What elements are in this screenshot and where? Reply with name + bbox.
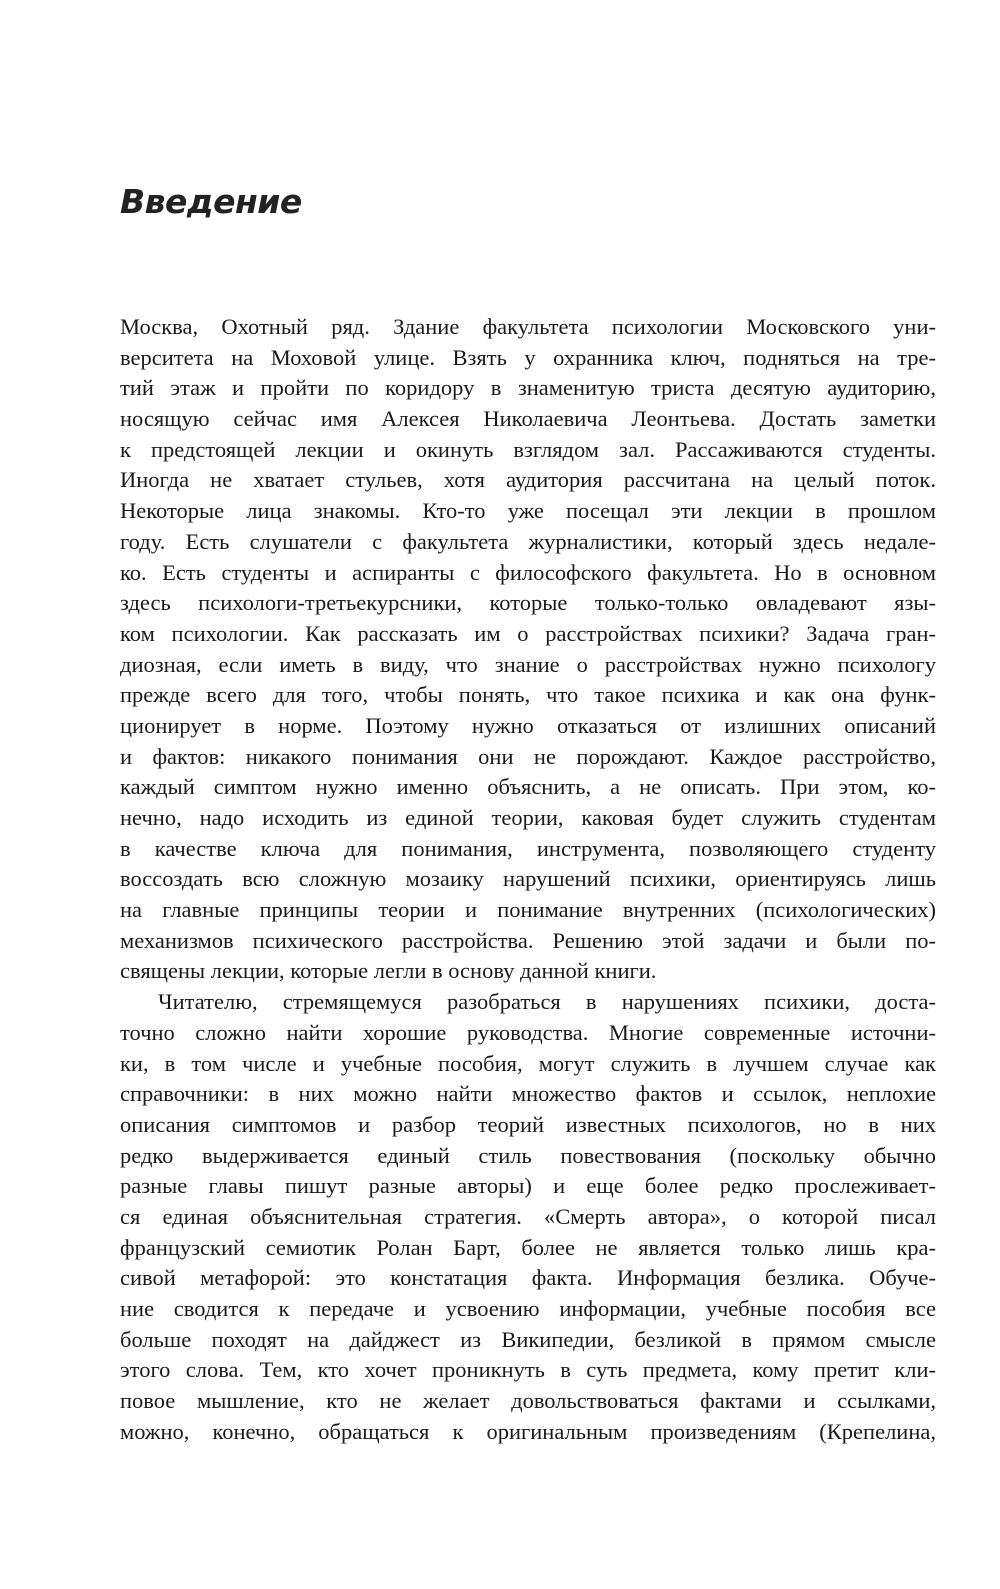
text-line: носящую сейчас имя Алексея Николаевича Леонтьева. Достать заметки [120, 406, 936, 432]
text-line: ко. Есть студенты и аспиранты с философского факультета. Но в основном [120, 559, 936, 585]
text-line: верситета на Моховой улице. Взять у охранника ключ, подняться на тре- [120, 344, 936, 370]
text-line: диозная, если иметь в виду, что знание о расстройствах нужно психологу [120, 651, 936, 677]
text-line: этого слова. Тем, кто хочет проникнуть в суть предмета, кому претит кли- [120, 1357, 936, 1383]
text-line: справочники: в них можно найти множество фактов и ссылок, неплохие [120, 1081, 936, 1107]
text-line: больше походят на дайджест из Википедии, безликой в прямом смысле [120, 1326, 936, 1352]
text-line: повое мышление, кто не желает довольствоваться фактами и ссылками, [120, 1388, 936, 1414]
chapter-heading: Введение [120, 182, 302, 221]
text-line: году. Есть слушатели с факультета журналистики, который здесь недале- [120, 528, 936, 554]
text-line: Москва, Охотный ряд. Здание факультета психологии Московского уни- [120, 314, 936, 339]
text-line: и фактов: никакого понимания они не порождают. Каждое расстройство, [120, 743, 936, 769]
text-line: точно сложно найти хорошие руководства. Многие современные источни- [120, 1019, 936, 1045]
text-line: описания симптомов и разбор теорий известных психологов, но в них [120, 1111, 936, 1137]
text-line: Читателю, стремящемуся разобраться в нарушениях психики, доста- [158, 989, 936, 1015]
text-line: ние сводится к передаче и усвоению информации, учебные пособия все [120, 1296, 936, 1321]
text-line: воссоздать всю сложную мозаику нарушений психики, ориентируясь лишь [120, 866, 936, 892]
paragraph-2 [120, 987, 936, 1447]
text-line: сивой метафорой: это констатация факта. Информация безлика. Обуче- [120, 1265, 936, 1291]
text-line: редко выдерживается единый стиль повествования (поскольку обычно [120, 1142, 936, 1168]
text-line: французский семиотик Ролан Барт, более не является только лишь кра- [120, 1234, 936, 1260]
text-line: Некоторые лица знакомы. Кто-то уже посещал эти лекции в прошлом [120, 498, 936, 524]
text-line: каждый симптом нужно именно объяснить, а не описать. При этом, ко- [120, 774, 936, 800]
paragraph-1 [120, 312, 936, 987]
text-line: ки, в том числе и учебные пособия, могут служить в лучшем случае как [120, 1050, 936, 1076]
text-line: ционирует в норме. Поэтому нужно отказаться от излишних описаний [120, 712, 936, 738]
text-line: можно, конечно, обращаться к оригинальным произведениям (Крепелина, [120, 1418, 936, 1444]
text-line: разные главы пишут разные авторы) и еще более редко прослеживает- [120, 1173, 936, 1199]
text-line: здесь психологи-третьекурсники, которые только-только овладевают язы- [120, 590, 936, 616]
text-line: Иногда не хватает стульев, хотя аудитория рассчитана на целый поток. [120, 467, 936, 493]
text-line: механизмов психического расстройства. Решению этой задачи и были по- [120, 927, 936, 953]
text-line: на главные принципы теории и понимание внутренних (психологических) [120, 897, 936, 923]
text-line: ком психологии. Как рассказать им о расстройствах психики? Задача гран- [120, 620, 936, 646]
text-line: в качестве ключа для понимания, инструмента, позволяющего студенту [120, 835, 936, 861]
text-line: нечно, надо исходить из единой теории, каковая будет служить студентам [120, 805, 936, 830]
body-text [120, 312, 936, 1447]
text-line: ся единая объяснительная стратегия. «Смерть автора», о которой писал [120, 1203, 936, 1229]
text-line: священы лекции, которые легли в основу данной книги. [120, 958, 657, 984]
text-line: к предстоящей лекции и окинуть взглядом зал. Рассаживаются студенты. [120, 436, 936, 462]
text-line: прежде всего для того, чтобы понять, что такое психика и как она функ- [120, 682, 936, 708]
text-line: тий этаж и пройти по коридору в знаменитую триста десятую аудиторию, [120, 375, 936, 401]
